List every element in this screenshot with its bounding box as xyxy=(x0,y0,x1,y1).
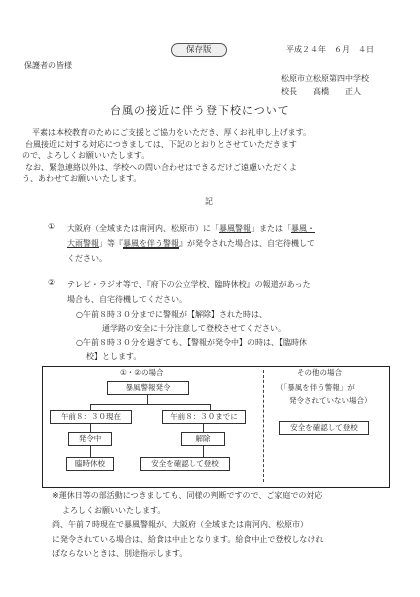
flow-safe-commute-right: 安全を確認して登校 xyxy=(279,421,369,435)
flowchart-divider xyxy=(263,370,264,482)
flow-left-title: ①・②の場合 xyxy=(120,368,164,377)
flow-right-subtitle: 発令されていない場合） xyxy=(289,396,372,405)
item1-number: ① xyxy=(48,222,56,231)
archive-badge: 保存版 xyxy=(171,43,227,57)
flow-right-title: その他の場合 xyxy=(297,368,342,377)
storm-rain-keyword: 暴風・ xyxy=(291,224,315,233)
school-name: 松原市立松原第四中学校 xyxy=(281,74,369,83)
notes xyxy=(52,489,323,562)
intro-paragraph xyxy=(22,127,402,185)
note-line: よろしくお願いいたします。 xyxy=(62,505,166,515)
note-line: ばならないときは、別途指示します。 xyxy=(52,549,188,558)
principal-name: 校長 高橋 正人 xyxy=(281,87,361,96)
storm-rain-keyword-cont: 大雨警報 xyxy=(67,239,99,248)
issue-date: 平成２４年 ６月 ４日 xyxy=(286,45,374,54)
item2-number: ② xyxy=(48,278,56,287)
note-line: ※運休日等の部活動につきましても、同様の判断ですので、ご家庭での対応 xyxy=(52,491,323,500)
intro-line: ので、よろしくお願いいたします。 xyxy=(22,151,150,161)
note-line: 尚、午前７時現在で暴風警報が、大阪府（全域または南河内、松原市） xyxy=(52,520,308,529)
item2-text xyxy=(67,277,311,307)
intro-line: 台風接近に対する対応につきましては、下記のとおりとさせていただきます xyxy=(25,139,297,149)
item2-sub: 校】とします。 xyxy=(86,352,142,361)
item2-subpoints xyxy=(76,308,307,364)
ki-heading: 記 xyxy=(205,197,213,206)
item2-sub: ○午前８時３０分までに警報が【解除】された時は、 xyxy=(76,310,267,319)
flow-safe-commute-left: 安全を確認して登校 xyxy=(140,457,230,471)
flow-at-830: 午前８：３０現在 xyxy=(50,410,132,424)
intro-line: う、あわせてお願いいたします。 xyxy=(22,174,142,184)
flow-school-closure: 臨時休校 xyxy=(66,457,114,471)
flow-warning-issued: 暴風警報発令 xyxy=(107,381,189,395)
note-line: に発令されている場合は、給食は中止となります。給食中止で登校しなけれ xyxy=(52,534,324,544)
item2-sub: ○午前８時３０分を過ぎても、【警報が発令中】の時は、【臨時休 xyxy=(76,338,307,347)
item1-text-part: 」または「 xyxy=(251,224,291,233)
document-title: 台風の接近に伴う登下校について xyxy=(110,104,290,117)
flow-right-subtitle: （「暴風を伴う警報」が xyxy=(276,383,355,392)
item2-sub: 通学路の安全に十分注意して登校させてください。 xyxy=(102,324,286,333)
flow-lifted: 解除 xyxy=(181,432,225,446)
item2-line: テレビ・ラジオ等で、『府下の公立学校、臨時休校』の報道があった xyxy=(67,280,311,289)
intro-line: なお、緊急連絡以外は、学校への問い合わせはできるだけご遠慮いただくよ xyxy=(25,162,297,172)
storm-accompanied-keyword: 暴風を伴う警報 xyxy=(123,239,179,248)
flow-in-effect: 発令中 xyxy=(68,432,112,446)
storm-warning-keyword: 暴風警報 xyxy=(219,224,251,233)
item1-text-part: 」等『 xyxy=(99,239,123,248)
flow-by-830: 午前８：３０までに xyxy=(162,410,246,424)
item1-text-part: 』が発令された場合は、自宅待機して xyxy=(179,239,315,248)
item2-line: 場合も、自宅待機してください。 xyxy=(67,295,187,304)
item1-text xyxy=(67,221,315,266)
intro-line: 平素は本校教育のためにご支援とご協力をいただき、厚くお礼申し上げます。 xyxy=(32,128,312,137)
item1-text-part: 大阪府（全域または南河内、松原市）に「 xyxy=(67,224,219,233)
recipient: 保護者の皆様 xyxy=(24,61,72,70)
item1-text-part: ください。 xyxy=(67,254,107,263)
